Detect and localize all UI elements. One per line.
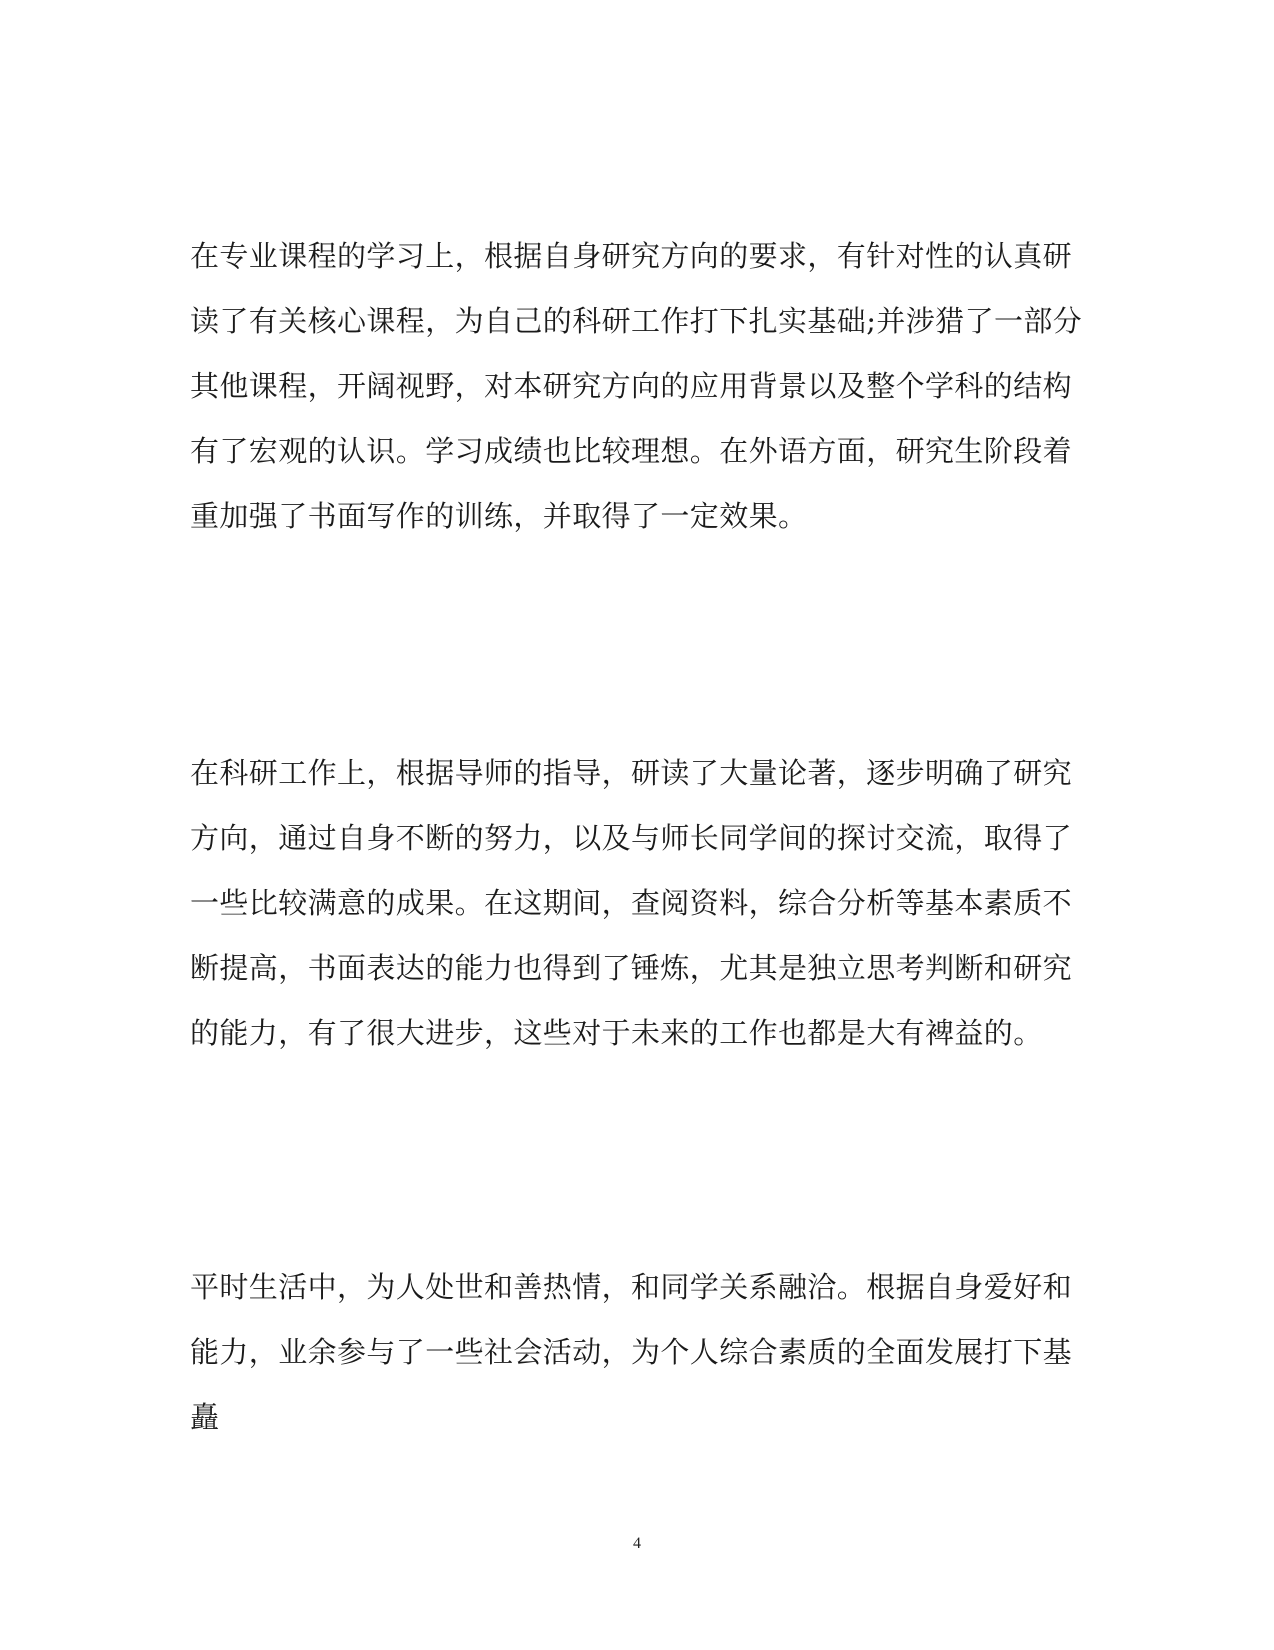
paragraph-daily-life [190,1255,1073,1450]
text-line: 有了宏观的认识。学习成绩也比较理想。在外语方面，研究生阶段着 [190,434,1073,468]
text-line: 重加强了书面写作的训练，并取得了一定效果。 [190,499,808,533]
text-line: 的能力，有了很大进步，这些对于未来的工作也都是大有裨益的。 [190,1016,1043,1050]
text-line: 在科研工作上，根据导师的指导，研读了大量论著，逐步明确了研究 [190,756,1073,790]
text-line: 读了有关核心课程，为自己的科研工作打下扎实基础;并涉猎了一部分 [190,304,1083,338]
text-line: 能力，业余参与了一些社会活动，为个人综合素质的全面发展打下基 [190,1335,1073,1369]
paragraph-coursework [190,224,1083,549]
text-line: 断提高，书面表达的能力也得到了锤炼，尤其是独立思考判断和研究 [190,951,1073,985]
text-line: 一些比较满意的成果。在这期间，查阅资料，综合分析等基本素质不 [190,886,1073,920]
text-line: 平时生活中，为人处世和善热情，和同学关系融洽。根据自身爱好和 [190,1270,1073,1304]
paragraph-research [190,741,1073,1066]
page-number: 4 [633,1535,641,1552]
text-line: 其他课程，开阔视野，对本研究方向的应用背景以及整个学科的结构 [190,369,1073,403]
text-line: 矗 [190,1400,220,1434]
text-line: 方向，通过自身不断的努力，以及与师长同学间的探讨交流，取得了 [190,821,1073,855]
text-line: 在专业课程的学习上，根据自身研究方向的要求，有针对性的认真研 [190,239,1073,273]
